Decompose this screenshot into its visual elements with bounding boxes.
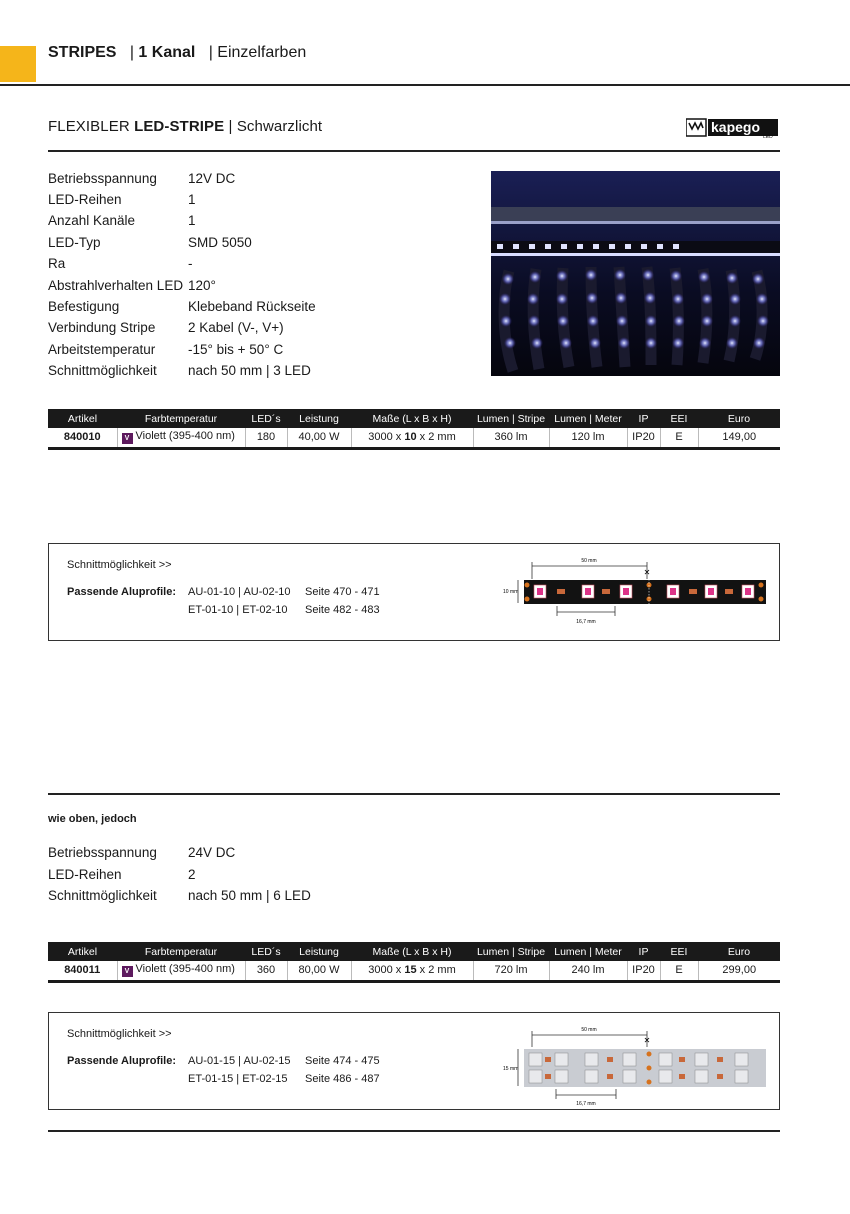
- info-box: [48, 1012, 780, 1110]
- profile-pages: Seite 482 - 483: [305, 604, 380, 616]
- variant-heading: wie oben, jedoch: [48, 813, 137, 825]
- product-photo: [491, 171, 780, 376]
- info-box: [48, 543, 780, 641]
- violet-badge-icon: V: [122, 433, 133, 444]
- profiles-label: Passende Aluprofile:: [67, 586, 177, 598]
- table-header-row: Artikel Farbtemperatur LED´s Leistung Maße (L x B x H) Lumen | Stripe Lumen | Meter IP EEI Euro: [48, 409, 780, 428]
- profiles-label: Passende Aluprofile:: [67, 1055, 177, 1067]
- cut-dimension-diagram: [499, 554, 769, 630]
- dim-height-label: 15 mm: [503, 1066, 519, 1072]
- kapego-logo: [686, 117, 779, 139]
- chapter-tab-marker: [0, 46, 36, 82]
- profile-codes: ET-01-15 | ET-02-15: [188, 1073, 288, 1085]
- product-table: [48, 942, 780, 983]
- cut-dimension-diagram: [499, 1023, 769, 1107]
- section-divider: [48, 150, 780, 152]
- table-row: 840010 V Violett (395-400 nm) 180 40,00 W 3000 x 10 x 2 mm 360 lm 120 lm IP20 E 149,00: [48, 428, 780, 448]
- cut-option-label: Schnittmöglichkeit >>: [67, 1028, 172, 1040]
- scissors-icon: ✕: [643, 568, 651, 577]
- profile-pages: Seite 474 - 475: [305, 1055, 380, 1067]
- profile-codes: ET-01-10 | ET-02-10: [188, 604, 288, 616]
- svg-text:LED: LED: [763, 134, 773, 139]
- footer-divider: [48, 1130, 780, 1132]
- dim-pitch-label: 16,7 mm: [576, 1101, 596, 1107]
- scissors-icon: ✕: [643, 1036, 651, 1045]
- cut-option-label: Schnittmöglichkeit >>: [67, 559, 172, 571]
- violet-badge-icon: V: [122, 966, 133, 977]
- price: 299,00: [698, 961, 780, 981]
- dim-length-label: 50 mm: [581, 558, 597, 564]
- table-header-row: Artikel Farbtemperatur LED´s Leistung Maße (L x B x H) Lumen | Stripe Lumen | Meter IP EEI Euro: [48, 942, 780, 961]
- profile-codes: AU-01-10 | AU-02-10: [188, 586, 291, 598]
- dim-length-label: 50 mm: [581, 1027, 597, 1033]
- section-title: FLEXIBLER LED-STRIPE | Schwarzlicht: [48, 118, 323, 135]
- table-row: 840011 V Violett (395-400 nm) 360 80,00 W 3000 x 15 x 2 mm 720 lm 240 lm IP20 E 299,00: [48, 961, 780, 981]
- article-number: 840010: [63, 431, 101, 444]
- header-variant: Einzelfarben: [217, 44, 307, 61]
- header-channel: 1 Kanal: [138, 44, 196, 61]
- price: 149,00: [698, 428, 780, 448]
- header-divider: [0, 84, 850, 86]
- page-header: STRIPES | 1 Kanal | Einzelfarben: [48, 44, 307, 61]
- svg-text:kapego: kapego: [711, 119, 761, 135]
- profile-pages: Seite 486 - 487: [305, 1073, 380, 1085]
- product-table: [48, 409, 780, 450]
- profile-pages: Seite 470 - 471: [305, 586, 380, 598]
- header-category: STRIPES: [48, 44, 117, 61]
- dim-pitch-label: 16,7 mm: [576, 619, 596, 625]
- variant-divider: [48, 793, 780, 795]
- article-number: 840011: [64, 964, 101, 977]
- dim-height-label: 10 mm: [503, 589, 519, 595]
- profile-codes: AU-01-15 | AU-02-15: [188, 1055, 291, 1067]
